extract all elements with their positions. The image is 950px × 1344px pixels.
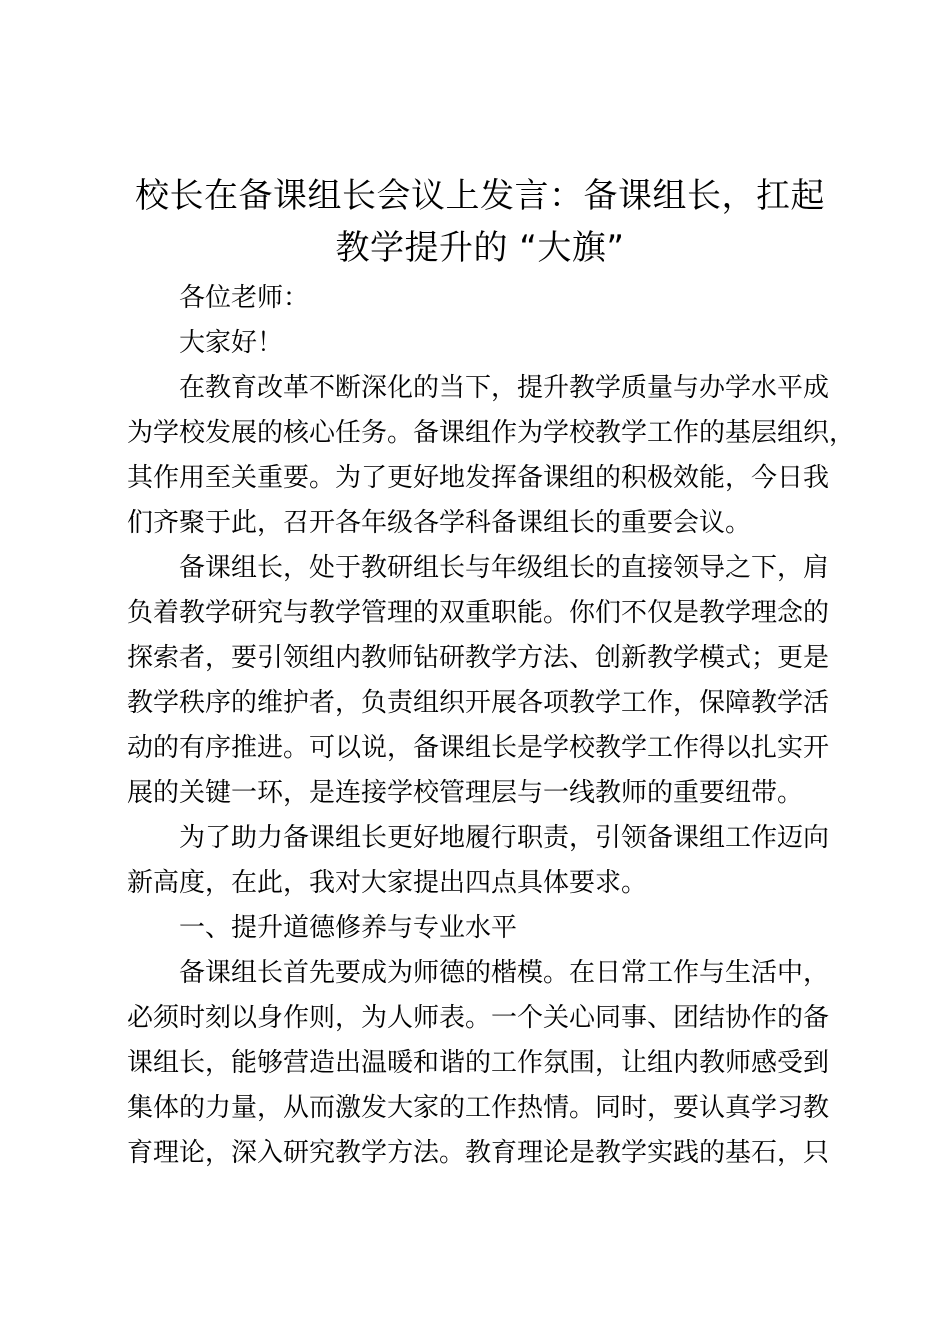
document-title — [110, 170, 850, 274]
title-line-1: 校长在备课组长会议上发言：备课组长，扛起 — [135, 176, 825, 216]
paragraph-1-line: 为学校发展的核心任务。备课组作为学校教学工作的基层组织， — [127, 418, 856, 448]
greeting: 大家好！ — [179, 328, 284, 358]
paragraph-2-line: 探索者，要引领组内教师钻研教学方法、创新教学模式；更是 — [127, 643, 830, 673]
paragraph-4-line: 育理论，深入研究教学方法。教育理论是教学实践的基石，只 — [127, 1138, 830, 1168]
paragraph-1-line: 们齐聚于此，召开各年级各学科备课组长的重要会议。 — [127, 508, 752, 538]
paragraph-2-line: 备课组长，处于教研组长与年级组长的直接领导之下，肩 — [179, 553, 830, 583]
paragraph-2-line: 教学秩序的维护者，负责组织开展各项教学工作，保障教学活 — [127, 688, 830, 718]
paragraph-4-line: 集体的力量，从而激发大家的工作热情。同时，要认真学习教 — [127, 1093, 830, 1123]
paragraph-1-line: 其作用至关重要。为了更好地发挥备课组的积极效能，今日我 — [127, 463, 830, 493]
document-body — [127, 276, 856, 1176]
paragraph-4-line: 必须时刻以身作则，为人师表。一个关心同事、团结协作的备 — [127, 1003, 830, 1033]
paragraph-4-line: 备课组长首先要成为师德的楷模。在日常工作与生活中， — [179, 958, 830, 988]
title-line-2: 教学提升的 “大旗” — [335, 228, 625, 268]
paragraph-3-line: 新高度，在此，我对大家提出四点具体要求。 — [127, 868, 648, 898]
paragraph-1-line: 在教育改革不断深化的当下，提升教学质量与办学水平成 — [179, 373, 830, 403]
section-heading: 一、提升道德修养与专业水平 — [179, 913, 518, 943]
paragraph-4-line: 课组长，能够营造出温暖和谐的工作氛围，让组内教师感受到 — [127, 1048, 830, 1078]
paragraph-2-line: 负着教学研究与教学管理的双重职能。你们不仅是教学理念的 — [127, 598, 830, 628]
paragraph-2-line: 展的关键一环，是连接学校管理层与一线教师的重要纽带。 — [127, 778, 804, 808]
paragraph-3-line: 为了助力备课组长更好地履行职责，引领备课组工作迈向 — [179, 823, 830, 853]
salutation: 各位老师： — [179, 283, 310, 313]
paragraph-2-line: 动的有序推进。可以说，备课组长是学校教学工作得以扎实开 — [127, 733, 830, 763]
